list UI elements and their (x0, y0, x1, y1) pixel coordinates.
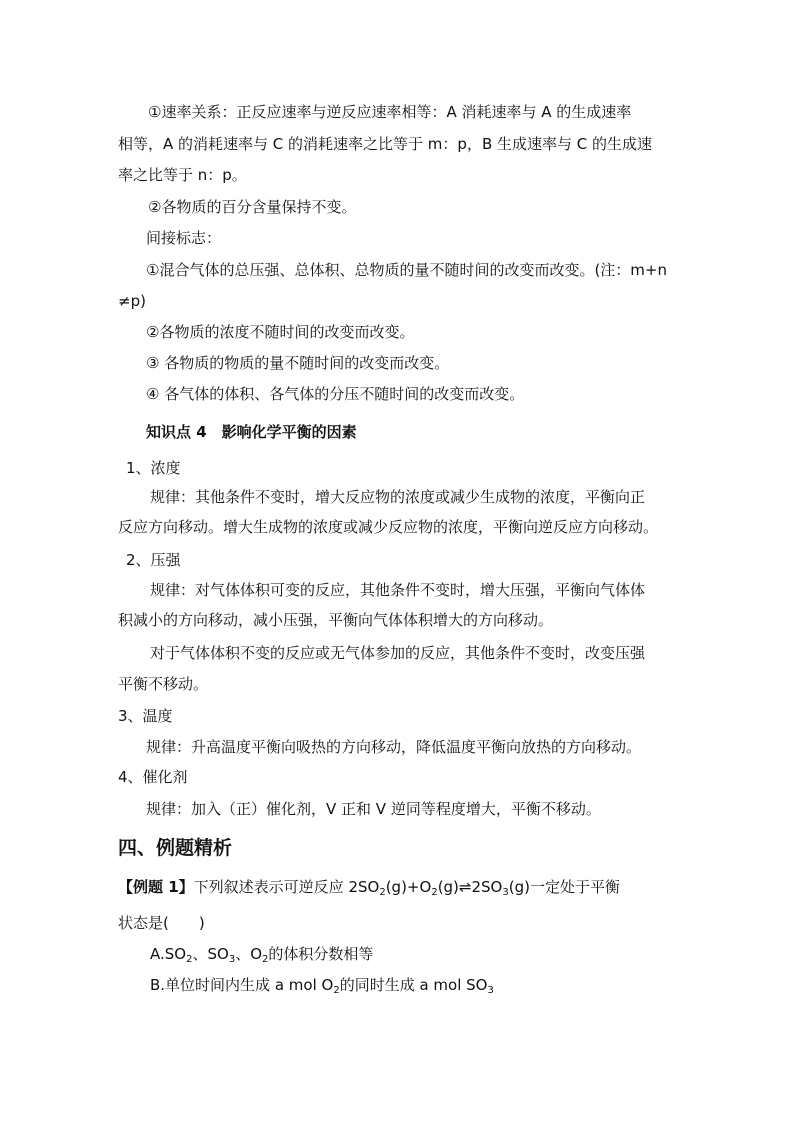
pressure-rule-line-1: 规律：对气体体积可变的反应，其他条件不变时，增大压强，平衡向气体体 (150, 581, 646, 599)
indirect-item-1-line-1: ①混合气体的总压强、总体积、总物质的量不随时间的改变而改变。(注：m+n (146, 261, 667, 279)
indirect-item-3: ③ 各物质的物质的量不随时间的改变而改变。 (146, 354, 450, 372)
rate-relation-line-2: 相等，A 的消耗速率与 C 的消耗速率之比等于 m：p，B 生成速率与 C 的生成速 (118, 135, 653, 153)
rate-relation-line-3: 率之比等于 n：p。 (118, 166, 247, 184)
example-1-question-line-1: 【例题 1】下列叙述表示可逆反应 $2SO_2(g)+O_2(g)\rightleftharpoons 2SO_3(g)$一定处于平衡 (118, 878, 620, 898)
factor-pressure-title: 2、压强 (126, 551, 181, 569)
factor-temperature-title: 3、温度 (118, 707, 173, 725)
pressure-rule-line-4: 平衡不移动。 (118, 675, 209, 693)
temperature-rule-line: 规律：升高温度平衡向吸热的方向移动，降低温度平衡向放热的方向移动。 (146, 738, 642, 756)
catalyst-rule-line: 规律：加入（正）催化剂，V 正和 V 逆同等程度增大，平衡不移动。 (146, 800, 601, 818)
example-1-option-a: $A.SO_2$、$SO_3$、$O_2$的体积分数相等 (150, 945, 374, 965)
example-1-label: 【例题 1】 (118, 878, 194, 896)
indirect-item-4: ④ 各气体的体积、各气体的分压不随时间的改变而改变。 (146, 385, 525, 403)
indirect-sign-label: 间接标志： (146, 229, 222, 247)
concentration-rule-line-1: 规律：其他条件不变时，增大反应物的浓度或减少生成物的浓度，平衡向正 (150, 488, 646, 506)
example-1-question-line-2: 状态是( ) (118, 914, 205, 932)
example-1-option-b: B.单位时间内生成 a mol $O_2$的同时生成 a mol $SO_3$ (150, 976, 494, 996)
factor-catalyst-title: 4、催化剂 (118, 768, 188, 786)
indirect-item-1-line-2: ≠p) (118, 292, 146, 310)
section-4-heading: 四、例题精析 (118, 837, 233, 859)
pressure-rule-line-3: 对于气体体积不变的反应或无气体参加的反应，其他条件不变时，改变压强 (150, 644, 646, 662)
factor-concentration-title: 1、浓度 (126, 459, 181, 477)
pressure-rule-line-2: 积减小的方向移动，减小压强，平衡向气体体积增大的方向移动。 (118, 611, 554, 629)
indirect-item-2: ②各物质的浓度不随时间的改变而改变。 (146, 323, 415, 341)
percentage-constant-line: ②各物质的百分含量保持不变。 (148, 198, 357, 216)
knowledge-point-4-title: 知识点 4 影响化学平衡的因素 (146, 423, 357, 441)
concentration-rule-line-2: 反应方向移动。增大生成物的浓度或减少反应物的浓度，平衡向逆反应方向移动。 (118, 518, 659, 536)
rate-relation-line-1: ①速率关系：正反应速率与逆反应速率相等：A 消耗速率与 A 的生成速率 (148, 103, 632, 121)
